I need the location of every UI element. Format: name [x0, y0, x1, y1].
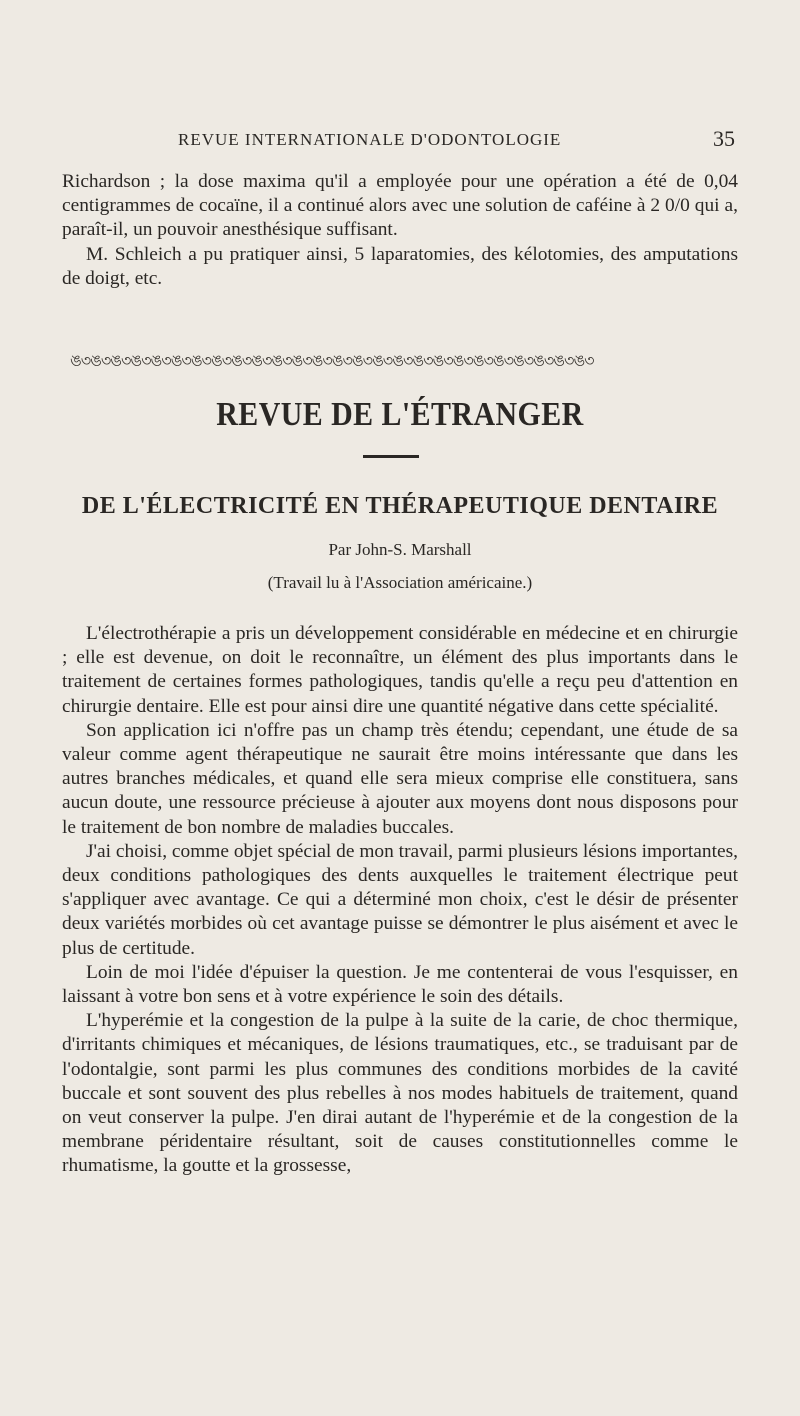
running-header [60, 126, 740, 156]
article-title: DE L'ÉLECTRICITÉ EN THÉRAPEUTIQUE DENTAIRE [81, 493, 719, 519]
intro-text [62, 170, 738, 291]
intro-paragraph-1: Richardson ; la dose maxima qu'il a employée pour une opération a été de 0,04 centigrammes de cocaïne, il a continué alors avec une solution de caféine à 2 0/0 qui a, paraît-il, un pouvoir anesthésique suffisant. [62, 171, 738, 241]
article-paragraph-5: L'hyperémie et la congestion de la pulpe à la suite de la carie, de choc thermique, d'irritants chimiques et mécaniques, de lésions traumatiques, etc., se traduisant par de l'odontalgie, sont parmi les plus communes des conditions morbides de la cavité buccale et sont souvent des plus rebelles à nos modes habituels de traitement, quand on veut conserver la pulpe. J'en dirai autant de l'hyperémie et de la congestion de la membrane péridentaire résultant, soit de causes constitutionnelles comme le rhumatisme, la goutte et la grossesse, [62, 1010, 738, 1177]
running-title: REVUE INTERNATIONALE D'ODONTOLOGIE [178, 130, 562, 149]
article-paragraph-2: Son application ici n'offre pas un champ très étendu; cependant, une étude de sa valeur comme agent thérapeutique ne saurait être moins intéressante que dans les autres branches médicales, et quand elle sera mieux comprise elle constituera, sans aucun doute, une ressource précieuse à ajouter aux moyens dont nous disposons pour le traitement de bon nombre de maladies buccales. [62, 719, 738, 838]
ornamental-divider: ঙ৩ঙ৩ঙ৩ঙ৩ঙ৩ঙ৩ঙ৩ঙ৩ঙ৩ঙ৩ঙ৩ঙ৩ঙ৩ঙ৩ঙ৩ঙ৩ঙ৩ঙ৩ঙ৩ঙ৩ঙ৩ঙ৩ঙ৩ঙ৩ঙ৩ঙ৩ [70, 351, 594, 370]
section-title: REVUE DE L'ÉTRANGER [216, 396, 584, 433]
article-byline: Par John-S. Marshall [328, 540, 472, 559]
article-paragraph-1: L'électrothérapie a pris un développement considérable en médecine et en chirurgie ; elle est devenue, on doit le reconnaître, un élément des plus importants dans le traitement de certaines formes pathologiques, tandis qu'elle a reçu peu d'attention en chirurgie dentaire. Elle est pour ainsi dire une quantité négative dans cette spécialité. [62, 623, 738, 717]
article-note: (Travail lu à l'Association américaine.) [267, 573, 533, 592]
article-paragraph-3: J'ai choisi, comme objet spécial de mon travail, parmi plusieurs lésions importantes, deux conditions pathologiques des dents auxquelles le traitement électrique peut s'appliquer avec avantage. Ce qui a déterminé mon choix, c'est le désir de présenter deux variétés morbides où cet avantage puisse se démontrer le plus aisément et avec le plus de certitude. [62, 840, 738, 959]
page-number: 35 [713, 126, 735, 151]
intro-paragraph-2: M. Schleich a pu pratiquer ainsi, 5 laparatomies, des kélotomies, des amputations de doigt, etc. [62, 243, 738, 289]
article-paragraph-4: Loin de moi l'idée d'épuiser la question. Je me contenterai de vous l'esquisser, en laissant à votre bon sens et à votre expérience le soin des détails. [62, 961, 738, 1008]
title-rule [363, 455, 419, 458]
article-body [62, 622, 738, 1179]
